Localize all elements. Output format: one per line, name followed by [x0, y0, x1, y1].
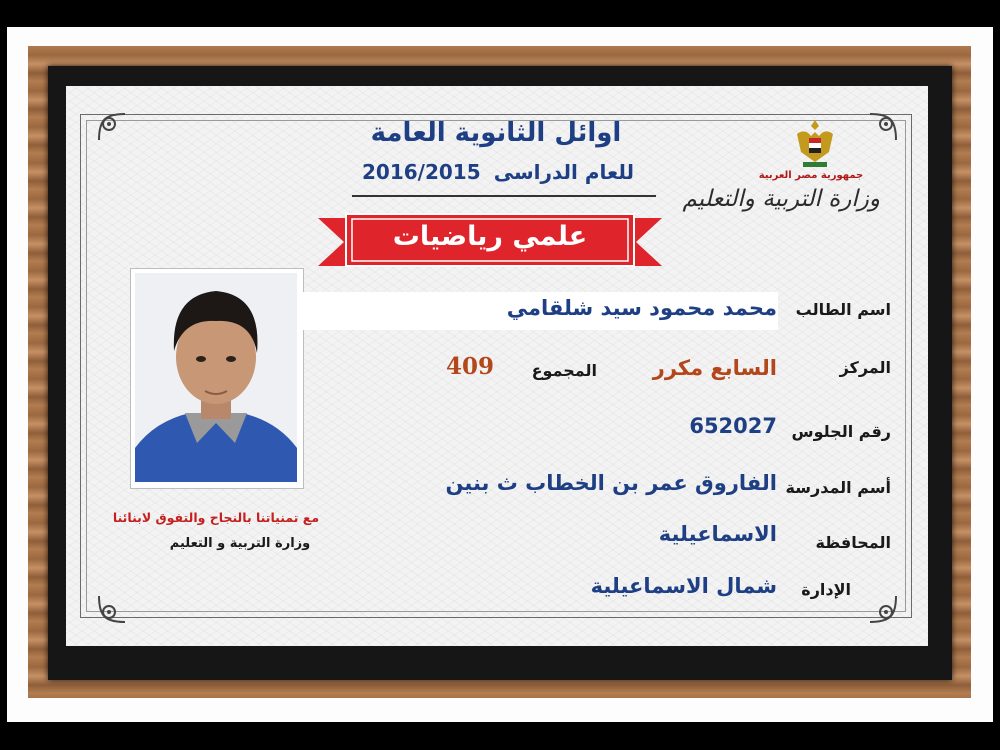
name-label: اسم الطالب: [795, 300, 891, 319]
republic-label: جمهورية مصر العربية: [758, 170, 864, 181]
signature-text: وزارة التربية و التعليم: [169, 536, 311, 551]
wish-text: مع تمنياتنا بالنجاح والتفوق لابنائنا: [112, 510, 320, 525]
governorate: الاسماعيلية: [658, 522, 777, 546]
corner-ornament-icon: [95, 592, 129, 626]
student-name: محمد محمود سيد شلقامي: [506, 296, 777, 320]
administration: شمال الاسماعيلية: [590, 574, 777, 598]
corner-ornament-icon: [95, 110, 129, 144]
egypt-eagle-emblem-icon: [793, 118, 837, 170]
student-rank: السابع مكرر: [652, 356, 777, 380]
academic-year: 2016/2015: [362, 160, 481, 184]
ministry-logo: وزارة التربية والتعليم: [682, 186, 880, 212]
governorate-label: المحافظة: [815, 533, 891, 552]
year-label: للعام الدراسى: [493, 160, 634, 184]
rank-label: المركز: [839, 358, 891, 377]
school-label: أسم المدرسة: [785, 478, 891, 497]
seat-label: رقم الجلوس: [791, 422, 891, 441]
school-name: الفاروق عمر بن الخطاب ث بنين: [445, 471, 777, 495]
administration-label: الإدارة: [801, 580, 851, 599]
corner-ornament-icon: [866, 592, 900, 626]
track-label: علمي رياضيات: [392, 221, 588, 252]
student-total: 409: [445, 353, 494, 380]
corner-ornament-icon: [866, 110, 900, 144]
seat-number: 652027: [689, 414, 777, 438]
certificate-title: اوائل الثانوية العامة: [370, 118, 622, 148]
student-photo: [135, 273, 297, 482]
title-divider: [352, 195, 656, 197]
total-label: المجموع: [531, 361, 597, 380]
